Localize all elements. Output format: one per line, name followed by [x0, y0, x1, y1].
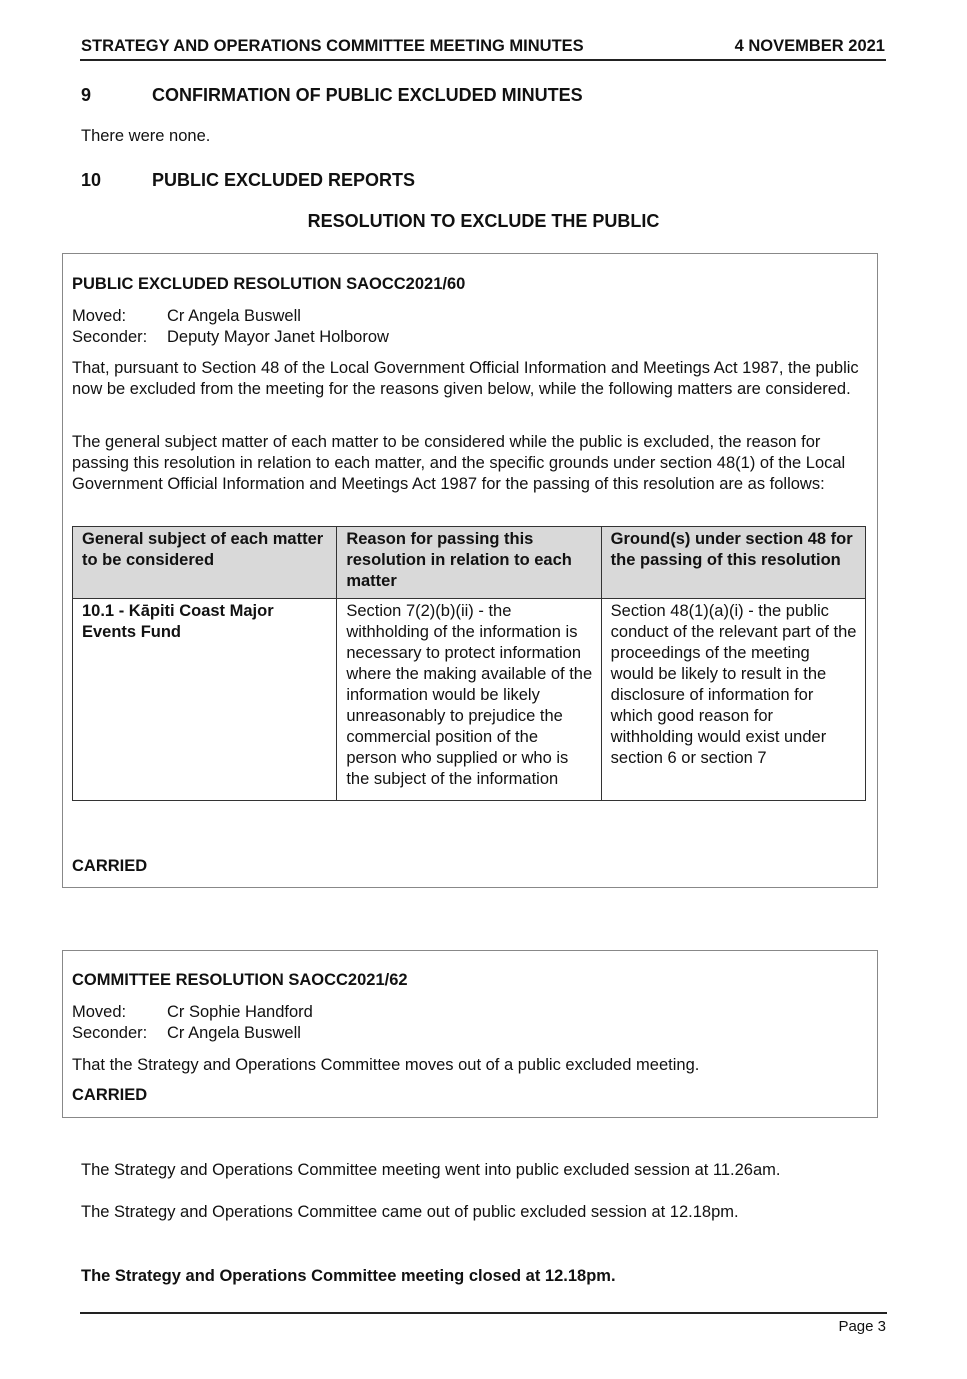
resolution-2-title: COMMITTEE RESOLUTION SAOCC2021/62	[72, 971, 408, 989]
section-10-title: PUBLIC EXCLUDED REPORTS	[152, 170, 416, 190]
seconder-label: Seconder:	[72, 1024, 148, 1042]
moved-label: Moved:	[72, 307, 127, 325]
resolution-1-paragraph-1: That, pursuant to Section 48 of the Local Government Official Information and Meetings Act 1987, the public now be excluded from the meeting for the reasons given below, while the following matters are considered.	[72, 359, 859, 398]
header-divider	[80, 59, 886, 61]
note-meeting-closed: The Strategy and Operations Committee meeting closed at 12.18pm.	[81, 1267, 616, 1285]
table-header-row	[73, 527, 866, 599]
section-9-text: There were none.	[81, 127, 211, 145]
resolution-1-outcome: CARRIED	[72, 857, 148, 875]
resolution-2-text: That the Strategy and Operations Committee moves out of a public excluded meeting.	[72, 1056, 700, 1074]
table-row	[73, 599, 866, 801]
resolution-2-moved-row	[72, 1003, 313, 1022]
table-cell-subject: 10.1 - Kāpiti Coast Major Events Fund	[73, 599, 337, 801]
section-9-title: CONFIRMATION OF PUBLIC EXCLUDED MINUTES	[152, 85, 583, 105]
note-out-of-session: The Strategy and Operations Committee came out of public excluded session at 12.18pm.	[81, 1203, 739, 1221]
footer-divider	[80, 1312, 887, 1314]
table-header-cell: Ground(s) under section 48 for the passing of this resolution	[601, 527, 865, 599]
table-cell-grounds: Section 48(1)(a)(i) - the public conduct of the relevant part of the proceedings of the meeting would be likely to result in the disclosure of information for which good reason for withholding would exist under section 6 or section 7	[601, 599, 865, 801]
document-header-title: STRATEGY AND OPERATIONS COMMITTEE MEETING MINUTES	[81, 37, 584, 55]
document-header-date: 4 NOVEMBER 2021	[734, 37, 885, 55]
moved-label: Moved:	[72, 1003, 127, 1021]
resolution-heading: RESOLUTION TO EXCLUDE THE PUBLIC	[307, 211, 660, 231]
moved-value: Cr Angela Buswell	[167, 307, 301, 325]
table-cell-reason: Section 7(2)(b)(ii) - the withholding of the information is necessary to protect information where the making available of the information would be likely unreasonably to prejudice the commercial position of the person who supplied or who is the subject of the information	[337, 599, 601, 801]
page-number: Page 3	[838, 1318, 886, 1335]
seconder-value: Deputy Mayor Janet Holborow	[167, 328, 389, 346]
moved-value: Cr Sophie Handford	[167, 1003, 313, 1021]
resolution-2-seconder-row	[72, 1024, 301, 1043]
seconder-label: Seconder:	[72, 328, 148, 346]
note-into-session: The Strategy and Operations Committee meeting went into public excluded session at 11.26am.	[81, 1161, 781, 1179]
resolution-2-outcome: CARRIED	[72, 1086, 148, 1104]
seconder-value: Cr Angela Buswell	[167, 1024, 301, 1042]
section-9-number: 9	[81, 85, 92, 105]
grounds-table	[72, 526, 866, 801]
resolution-1-paragraph-2: The general subject matter of each matter to be considered while the public is excluded, the reason for passing this resolution in relation to each matter, and the specific grounds under section 48(1) of the Local Government Official Information and Meetings Act 1987 for the passing of this resolution are as follows:	[72, 433, 846, 493]
section-10-number: 10	[81, 170, 102, 190]
table-header-cell: Reason for passing this resolution in relation to each matter	[337, 527, 601, 599]
resolution-1-seconder-row	[72, 328, 389, 347]
resolution-1-moved-row	[72, 307, 301, 326]
resolution-1-title: PUBLIC EXCLUDED RESOLUTION SAOCC2021/60	[72, 275, 466, 293]
table-header-cell: General subject of each matter to be considered	[73, 527, 337, 599]
